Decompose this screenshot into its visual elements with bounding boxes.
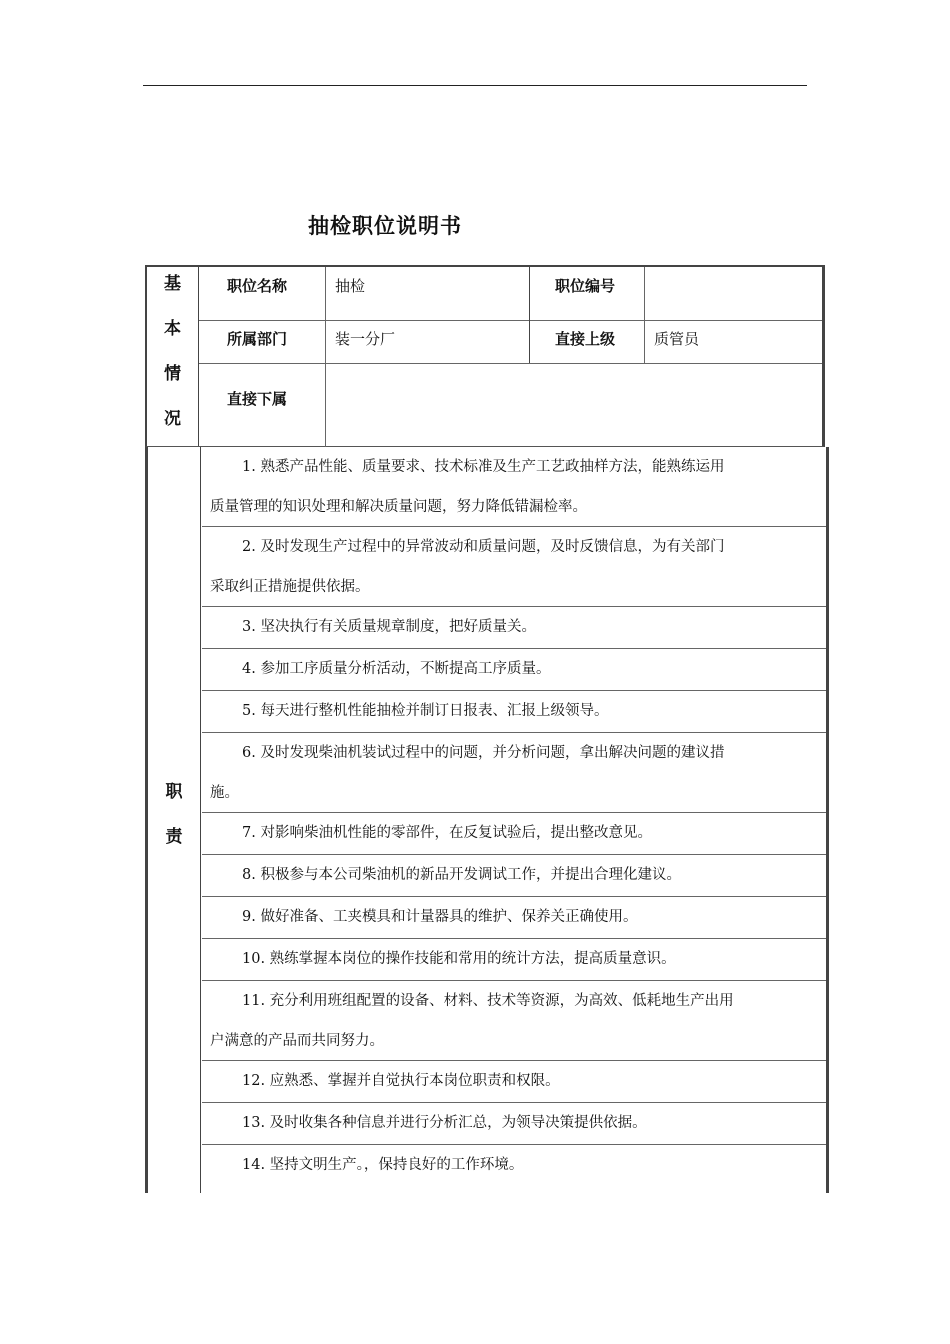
duty-item (202, 813, 826, 855)
department-label: 所属部门 (227, 330, 288, 348)
duty-text: 7. 对影响柴油机性能的零部件，在反复试验后，提出整改意见。 (242, 825, 652, 841)
duties-label (148, 447, 201, 1193)
duty-text: 10. 熟练掌握本岗位的操作技能和常用的统计方法，提高质量意识。 (242, 951, 676, 967)
duty-text: 11. 充分利用班组配置的设备、材料、技术等资源，为高效、低耗地生产出用 (242, 993, 734, 1009)
duty-text: 9. 做好准备、工夹模具和计量器具的维护、保养关正确使用。 (242, 909, 638, 925)
duty-text: 1. 熟悉产品性能、质量要求、技术标准及生产工艺政抽样方法，能熟练运用 (242, 459, 725, 475)
duty-text: 6. 及时发现柴油机装试过程中的问题，并分析问题，拿出解决问题的建议措 (242, 745, 725, 761)
position-code-label: 职位编号 (555, 277, 616, 295)
duty-text-continued: 质量管理的知识处理和解决质量问题，努力降低错漏检率。 (210, 499, 587, 515)
duty-text: 4. 参加工序质量分析活动，不断提高工序质量。 (242, 661, 551, 677)
duty-item (202, 691, 826, 733)
column-divider (325, 267, 326, 447)
position-code-value (646, 267, 821, 320)
basic-info-section (145, 265, 825, 447)
duty-text-continued: 施。 (210, 785, 239, 801)
subordinate-label: 直接下属 (227, 390, 288, 408)
duty-text: 14. 坚持文明生产。，保持良好的工作环境。 (242, 1157, 524, 1173)
basic-info-label-char: 况 (164, 409, 181, 429)
duty-text: 13. 及时收集各种信息并进行分析汇总，为领导决策提供依据。 (242, 1115, 647, 1131)
duty-text-continued: 户满意的产品而共同努力。 (210, 1033, 384, 1049)
basic-info-label (147, 267, 199, 446)
duty-text: 12. 应熟悉、掌握并自觉执行本岗位职责和权限。 (242, 1073, 560, 1089)
supervisor-value: 质管员 (654, 330, 700, 348)
basic-info-label-char: 情 (164, 364, 181, 384)
duties-label-char: 职 (165, 782, 183, 802)
duty-item (202, 649, 826, 691)
duty-item (202, 733, 826, 813)
basic-info-label-char: 基 (164, 274, 181, 294)
duty-text: 3. 坚决执行有关质量规章制度，把好质量关。 (242, 619, 536, 635)
duty-item (202, 1145, 826, 1187)
position-name-label: 职位名称 (227, 277, 288, 295)
supervisor-label: 直接上级 (555, 330, 616, 348)
header-rule (143, 85, 807, 86)
duty-item (202, 855, 826, 897)
duty-item (202, 607, 826, 649)
column-divider (644, 267, 645, 363)
basic-info-label-char: 本 (164, 319, 181, 339)
duty-item (202, 1061, 826, 1103)
duty-item (202, 1103, 826, 1145)
duties-label-char: 责 (165, 827, 183, 847)
duty-item (202, 981, 826, 1061)
duty-text: 8. 积极参与本公司柴油机的新品开发调试工作，并提出合理化建议。 (242, 867, 681, 883)
duties-section (145, 447, 829, 1193)
duty-text: 5. 每天进行整机性能抽检并制订日报表、汇报上级领导。 (242, 703, 609, 719)
duty-text-continued: 采取纠正措施提供依据。 (210, 579, 370, 595)
subordinate-value (327, 363, 821, 447)
document-title: 抽检职位说明书 (308, 214, 462, 238)
position-name-value: 抽检 (335, 277, 366, 295)
duty-item (202, 447, 826, 527)
duty-text: 2. 及时发现生产过程中的异常波动和质量问题，及时反馈信息，为有关部门 (242, 539, 725, 555)
duty-item (202, 897, 826, 939)
duty-item (202, 939, 826, 981)
duty-item (202, 527, 826, 607)
department-value: 装一分厂 (335, 330, 396, 348)
duties-list (202, 447, 826, 1187)
